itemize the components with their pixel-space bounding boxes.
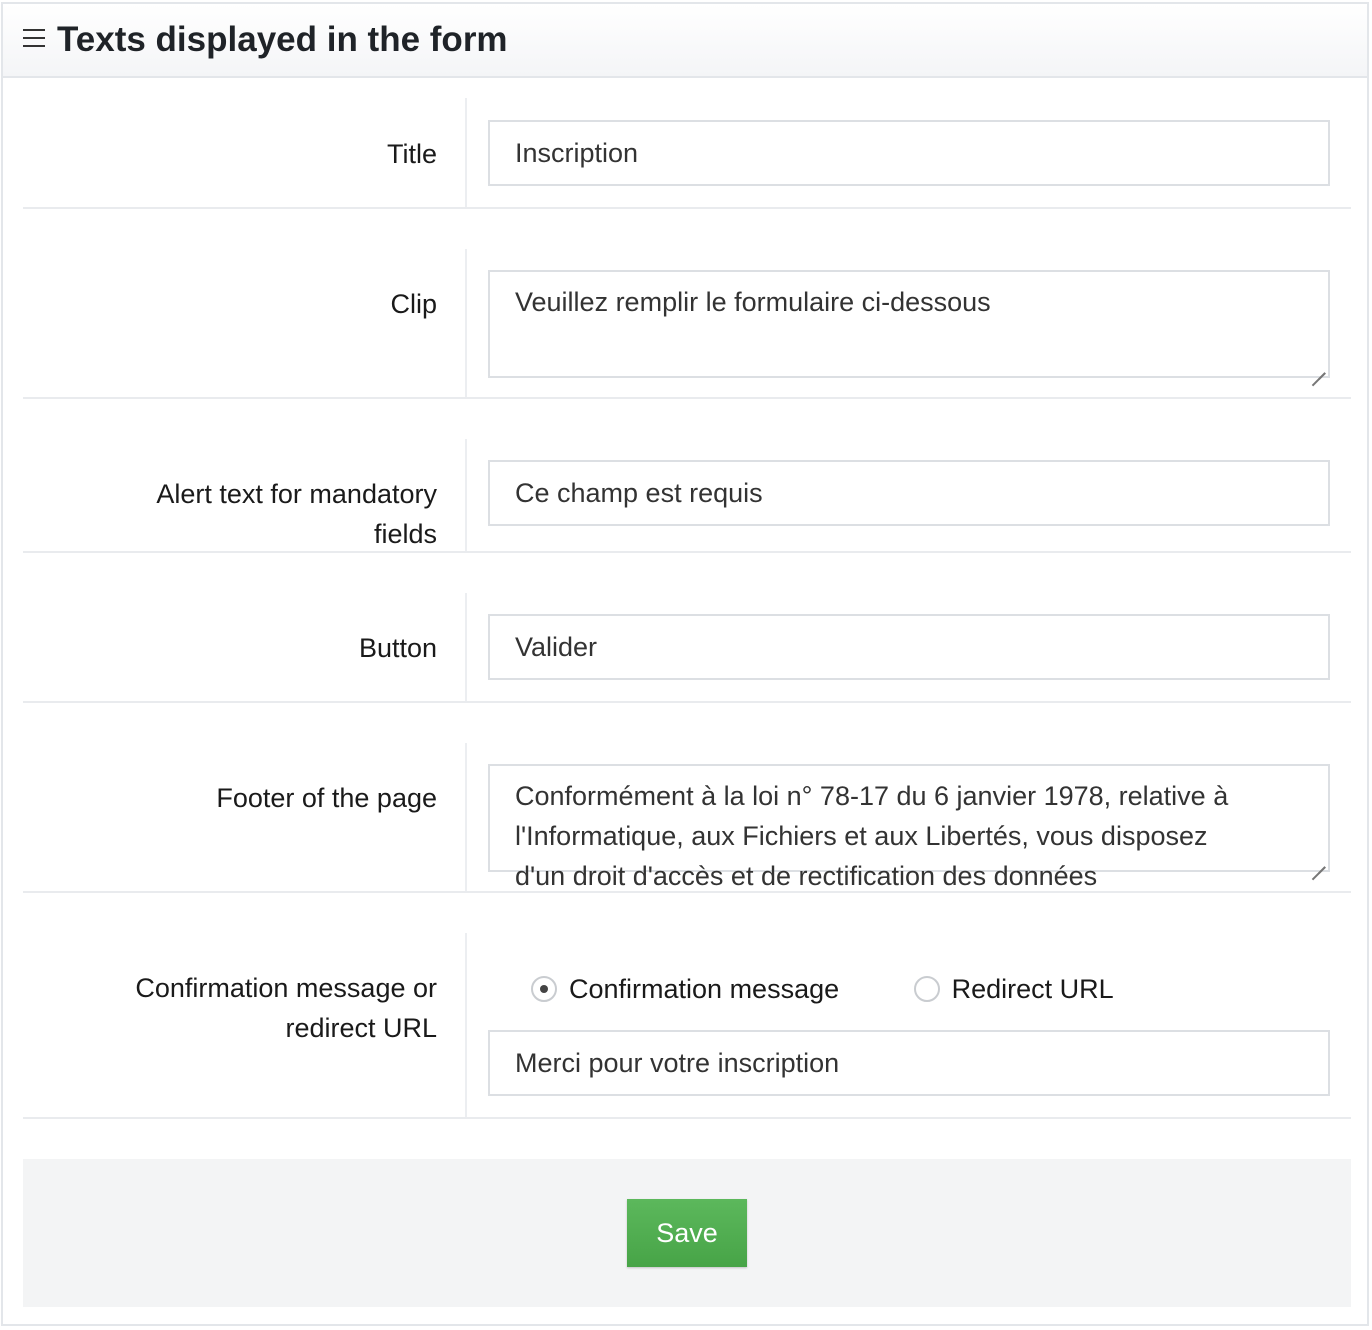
confirmation-message-input[interactable]: Merci pour votre inscription xyxy=(488,1030,1330,1096)
row-divider xyxy=(465,743,467,891)
radio-redirect-url-label: Redirect URL xyxy=(951,974,1114,1004)
alert-label-line1: Alert text for mandatory xyxy=(156,479,437,509)
title-input[interactable]: Inscription xyxy=(488,120,1330,186)
clip-label: Clip xyxy=(390,289,437,319)
confirmation-label-line1: Confirmation message or xyxy=(135,973,437,1003)
panel-title: Texts displayed in the form xyxy=(57,20,508,59)
row-divider xyxy=(465,439,467,551)
clip-textarea[interactable] xyxy=(488,270,1330,378)
form-texts-panel xyxy=(1,2,1369,1326)
radio-confirmation-message-label: Confirmation message xyxy=(569,974,840,1004)
alert-label xyxy=(37,474,437,554)
footer-label: Footer of the page xyxy=(216,783,437,813)
row-divider xyxy=(465,249,467,397)
confirmation-label-line2: redirect URL xyxy=(285,1013,437,1043)
row-footer xyxy=(23,703,1351,893)
footer-text-line2: l'Informatique, aux Fichiers et aux Libertés, vous disposez xyxy=(515,821,1208,851)
row-alert xyxy=(23,399,1351,553)
button-text-input[interactable]: Valider xyxy=(488,614,1330,680)
alert-label-line2: fields xyxy=(373,519,437,549)
clip-text: Veuillez remplir le formulaire ci-dessous xyxy=(515,287,991,317)
save-button[interactable]: Save xyxy=(627,1199,747,1267)
hamburger-icon[interactable] xyxy=(23,29,45,49)
radio-checked-icon[interactable] xyxy=(531,976,557,1002)
row-title xyxy=(23,98,1351,209)
alert-input[interactable]: Ce champ est requis xyxy=(488,460,1330,526)
row-divider xyxy=(465,593,467,701)
radio-unchecked-icon[interactable] xyxy=(914,976,940,1002)
radio-confirmation-message[interactable] xyxy=(531,969,839,1009)
row-divider xyxy=(465,933,467,1117)
confirmation-radio-group xyxy=(531,969,1184,1009)
title-label: Title xyxy=(386,139,437,169)
panel-header xyxy=(3,4,1367,78)
confirmation-label xyxy=(37,968,437,1048)
row-divider xyxy=(465,98,467,207)
row-button xyxy=(23,553,1351,703)
footer-textarea[interactable] xyxy=(488,764,1330,891)
radio-redirect-url[interactable] xyxy=(914,969,1114,1009)
footer-text-line1: Conformément à la loi n° 78-17 du 6 janvier 1978, relative à xyxy=(515,781,1229,811)
row-clip xyxy=(23,209,1351,399)
resize-grip-icon[interactable] xyxy=(1311,359,1325,373)
row-confirmation xyxy=(23,893,1351,1119)
resize-grip-icon[interactable] xyxy=(1311,853,1325,867)
button-label: Button xyxy=(358,633,437,663)
footer-text-line3: d'un droit d'accès et de rectification des données xyxy=(515,861,1098,891)
form-actions-bar xyxy=(23,1159,1351,1307)
